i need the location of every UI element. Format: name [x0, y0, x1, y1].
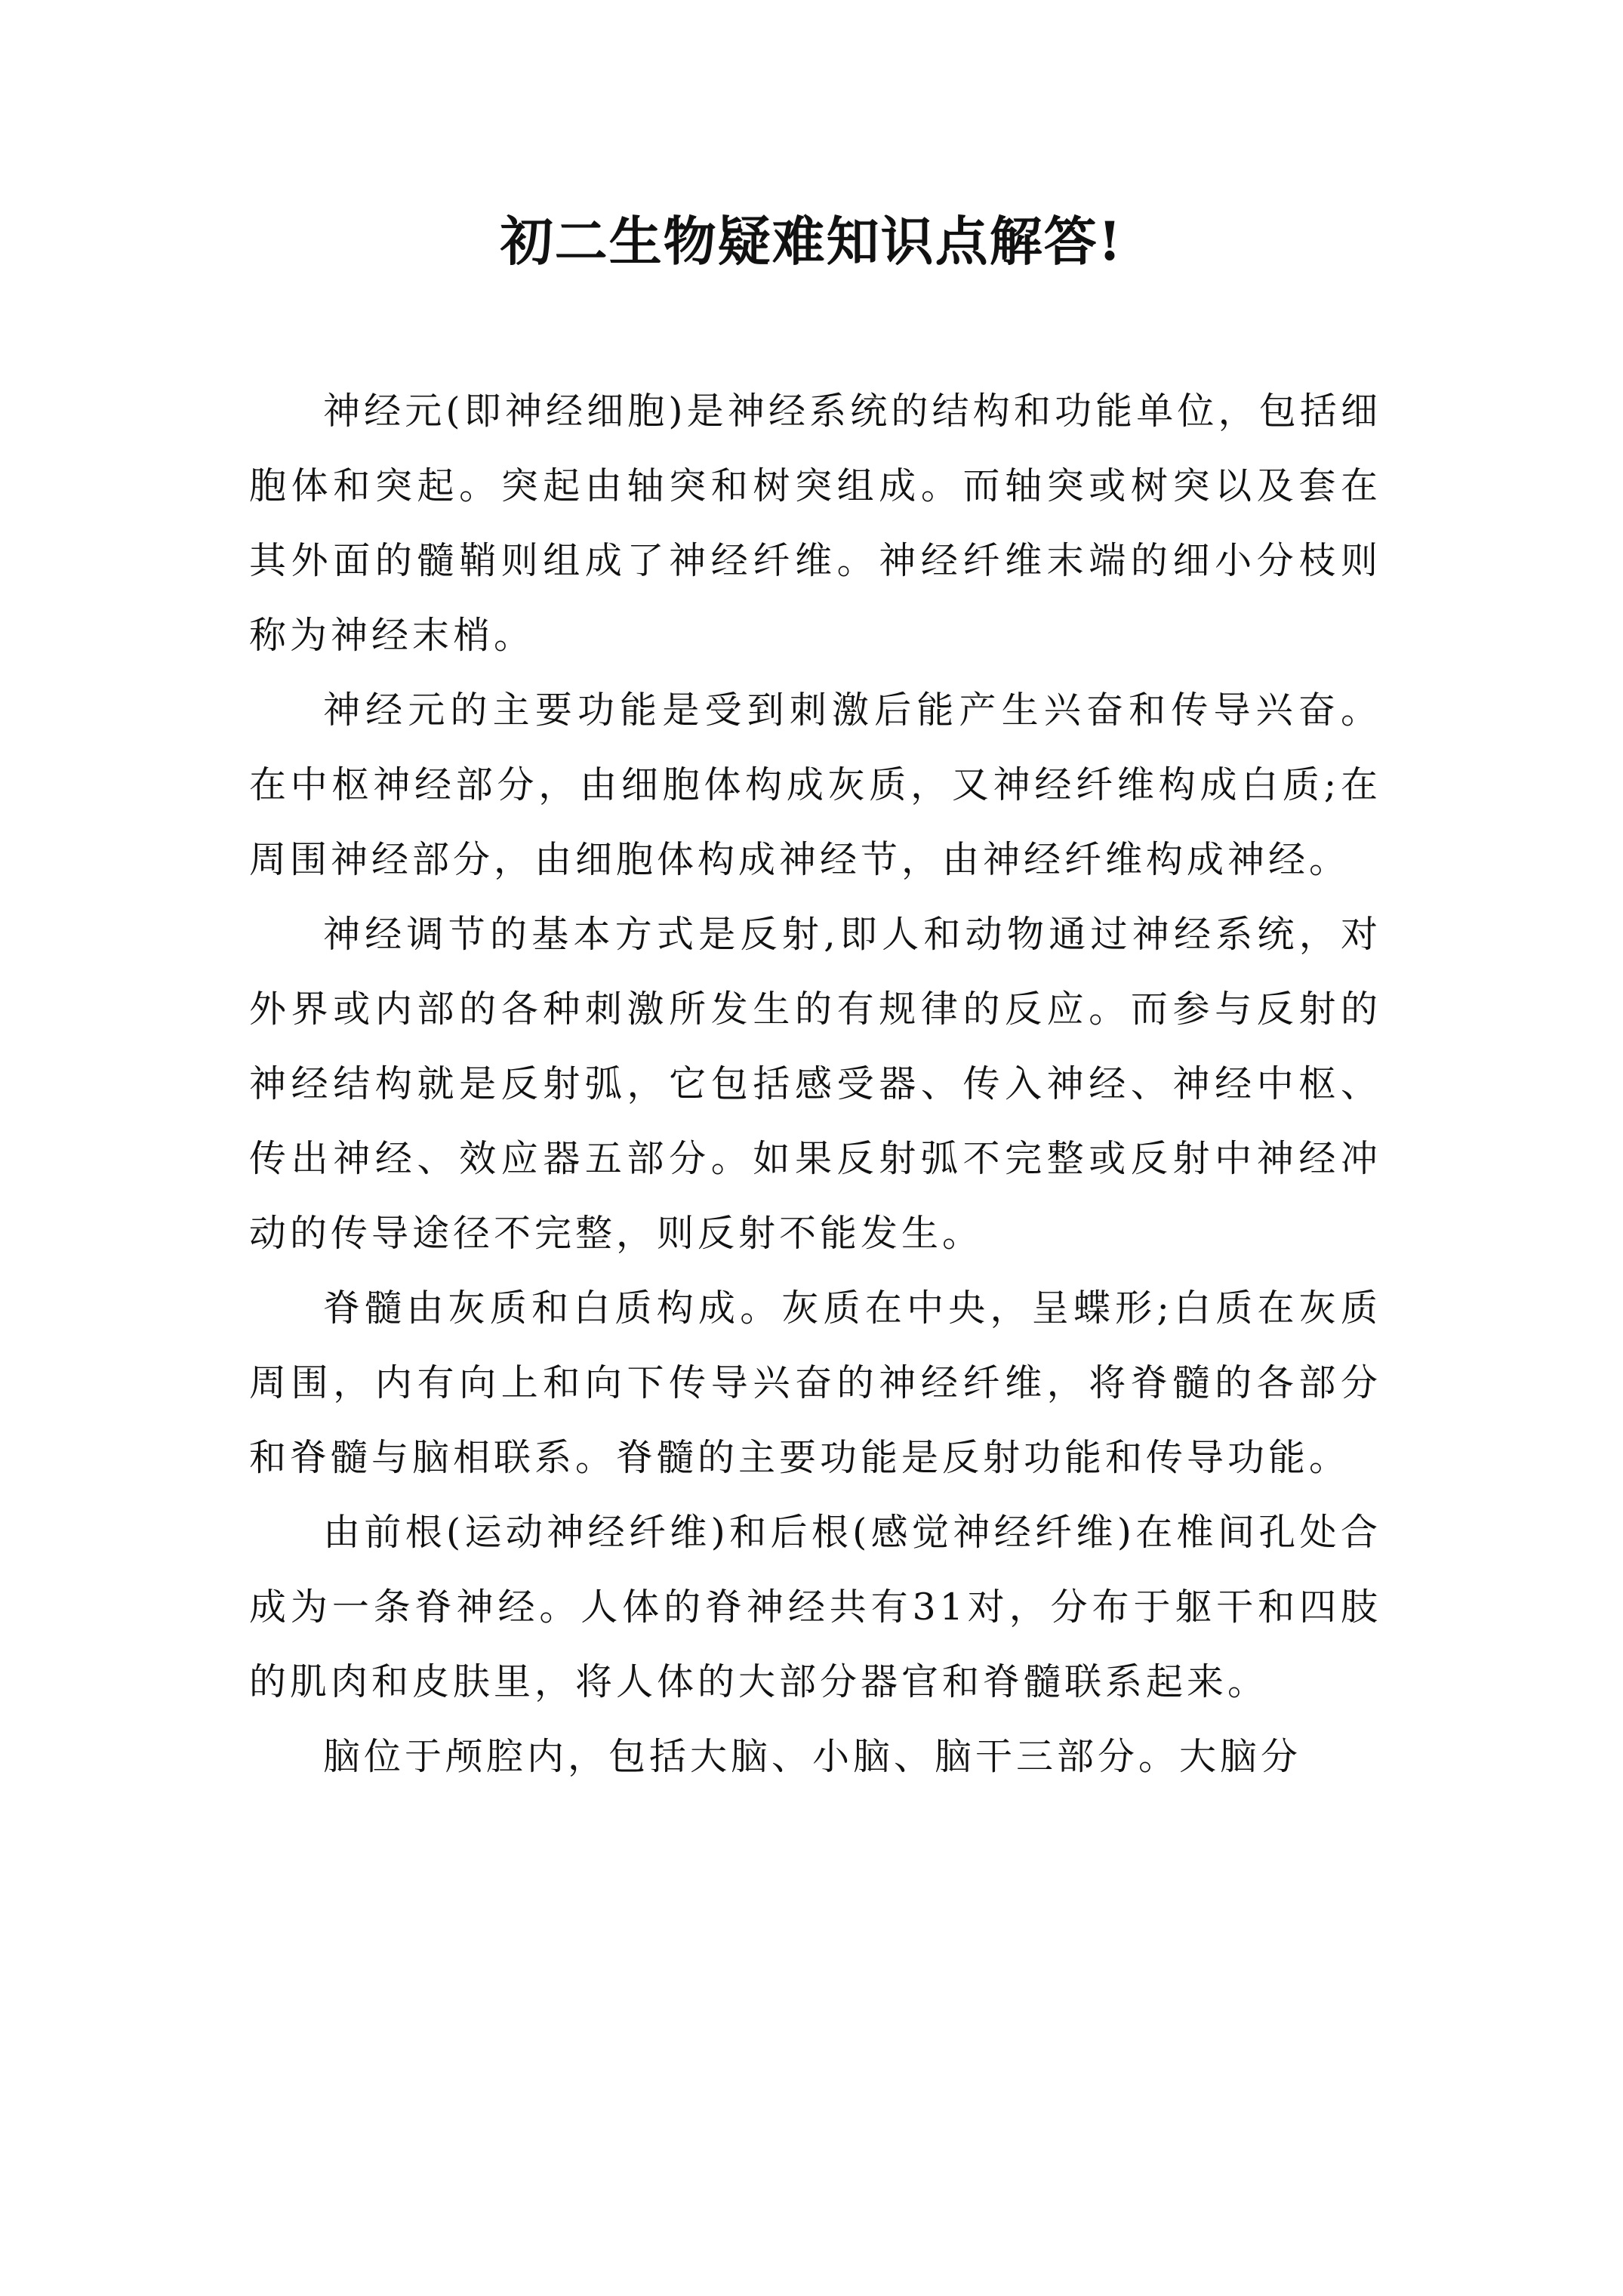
document-body — [249, 374, 1381, 1794]
paragraph-brain: 脑位于颅腔内，包括大脑、小脑、脑干三部分。大脑分 — [323, 1735, 1302, 1778]
document-title: 初二生物疑难知识点解答! — [500, 210, 1123, 273]
paragraph-spinal-nerves: 由前根(运动神经纤维)和后根(感觉神经纤维)在椎间孔处合成为一条脊神经。人体的脊神经共有31对，分布于躯干和四肢的肌肉和皮肤里，将人体的大部分器官和脊髓联系起来。 — [249, 1511, 1381, 1703]
paragraph-reflex: 神经调节的基本方式是反射,即人和动物通过神经系统，对外界或内部的各种刺激所发生的有规律的反应。而参与反射的神经结构就是反射弧，它包括感受器、传入神经、神经中枢、传出神经、效应器五部分。如果反射弧不完整或反射中神经冲动的传导途径不完整，则反射不能发生。 — [249, 913, 1381, 1255]
paragraph-neuron-function: 神经元的主要功能是受到刺激后能产生兴奋和传导兴奋。在中枢神经部分，由细胞体构成灰质，又神经纤维构成白质;在周围神经部分，由细胞体构成神经节，由神经纤维构成神经。 — [249, 689, 1381, 881]
paragraph-neuron-structure: 神经元(即神经细胞)是神经系统的结构和功能单位，包括细胞体和突起。突起由轴突和树突组成。而轴突或树突以及套在其外面的髓鞘则组成了神经纤维。神经纤维末端的细小分枝则称为神经末梢。 — [249, 390, 1381, 657]
paragraph-spinal-cord: 脊髓由灰质和白质构成。灰质在中央，呈蝶形;白质在灰质周围，内有向上和向下传导兴奋的神经纤维，将脊髓的各部分和脊髓与脑相联系。脊髓的主要功能是反射功能和传导功能。 — [249, 1287, 1381, 1479]
